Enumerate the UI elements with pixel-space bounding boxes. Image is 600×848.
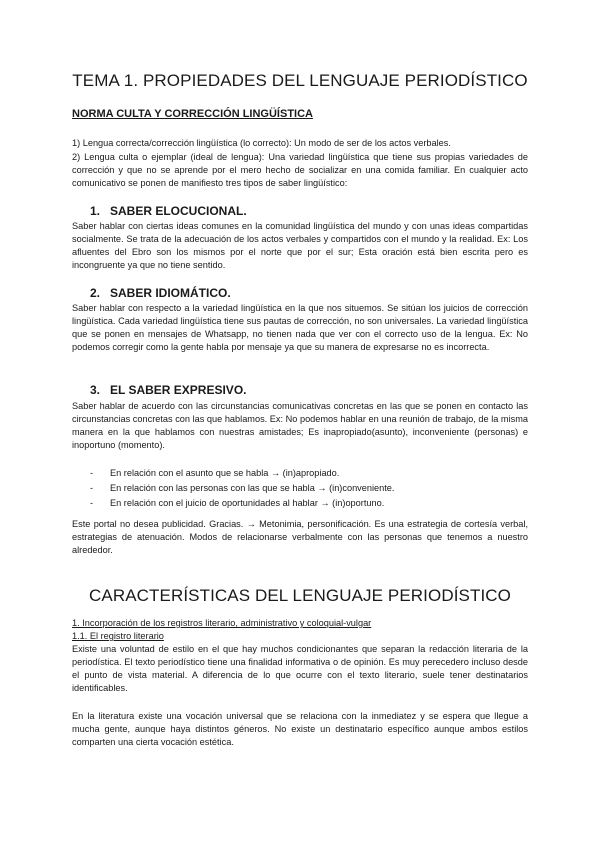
- list-item: [90, 466, 394, 481]
- bullet-marker: -: [90, 483, 94, 493]
- section-1-title: SABER ELOCUCIONAL.: [110, 204, 247, 218]
- section-3-title: EL SABER EXPRESIVO.: [110, 383, 247, 397]
- bullet-list: [90, 466, 394, 511]
- section-3-heading: [90, 383, 246, 397]
- closing-paragraph: Este portal no desea publicidad. Gracias. → Metonimia, personificación. Es una estrategia de cortesía verbal, estrategias de atenuación. Modos de relacionarse verbalmente con las personas que tenemos a nuestro alrededor.: [72, 519, 528, 555]
- section-2-number: 2.: [90, 286, 101, 300]
- subheading-registro-literario: 1.1. El registro literario: [72, 631, 164, 641]
- bullet-text: En relación con el asunto que se habla → (in)apropiado.: [110, 468, 340, 478]
- paragraph-registro-literario-2: En la literatura existe una vocación universal que se relaciona con la inmediatez y se espera que llegue a mucha gente, aunque haya distintos géneros. No existe un destinatario específico aunque ambos estilos comparten una cierta vocación estética.: [72, 711, 528, 747]
- subheading-registros: 1. Incorporación de los registros literario, administrativo y coloquial-vulgar: [72, 618, 372, 628]
- bullet-text: En relación con el juicio de oportunidades al hablar → (in)oportuno.: [110, 498, 385, 508]
- section-2-text: Saber hablar con respecto a la variedad lingüística en la que nos situemos. Se sitúan los juicios de corrección lingüística. Cada variedad lingüística tiene sus pautas de corrección, no son universales. La variedad lingüística que se ponen en mensajes de Whatsapp, no tienen nada que ver con el correcto uso de la lengua. Ex: No podemos corregir como la gente habla por mensaje ya que su manera de expresarse no es incorrecta.: [72, 303, 528, 352]
- section-2-title: SABER IDIOMÁTICO.: [110, 286, 231, 300]
- intro-paragraph-1: 1) Lengua correcta/corrección lingüística (lo correcto): Un modo de ser de los actos verbales.: [72, 138, 451, 148]
- section-1-number: 1.: [90, 204, 101, 218]
- bullet-marker: -: [90, 468, 94, 478]
- section-title-caracteristicas: CARACTERÍSTICAS DEL LENGUAJE PERIODÍSTICO: [89, 586, 511, 605]
- list-item: [90, 496, 394, 511]
- document-title: TEMA 1. PROPIEDADES DEL LENGUAJE PERIODÍSTICO: [72, 71, 528, 90]
- intro-paragraph-2: 2) Lengua culta o ejemplar (ideal de lengua): Una variedad lingüística que tiene sus propias variedades de corrección y que no se aprende por el mero hecho de socializar en una comida familiar. En cualquier acto comunicativo se ponen de manifiesto tres tipos de saber lingüístico:: [72, 152, 528, 188]
- list-item: [90, 481, 394, 496]
- section-heading-norma-culta: NORMA CULTA Y CORRECCIÓN LINGÜÍSTICA: [72, 108, 313, 120]
- bullet-marker: -: [90, 498, 94, 508]
- section-2-heading: [90, 286, 231, 300]
- section-1-heading: [90, 204, 247, 218]
- section-3-text: Saber hablar de acuerdo con las circunstancias comunicativas concretas en las que se ponen en contacto las circunstancias concretas con las que hablamos. Ex: No podemos hablar en una reunión de trabajo, de la misma manera en la que hablamos con nuestras amistades; Es inapropiado(asunto), inconveniente (personas) e inoportuno (momento).: [72, 401, 528, 450]
- paragraph-registro-literario-1: Existe una voluntad de estilo en el que hay muchos condicionantes que separan la redacción literaria de la periodística. El texto periodístico tiene una finalidad informativa o de opinión. Es muy perecedero incluso desde el punto de vista material. A diferencia de lo que ocurre con el texto literario, suele tener destinatarios identificables.: [72, 644, 528, 693]
- section-3-number: 3.: [90, 383, 101, 397]
- bullet-text: En relación con las personas con las que se habla → (in)conveniente.: [110, 483, 395, 493]
- section-1-text: Saber hablar con ciertas ideas comunes en la comunidad lingüística del mundo y con unas ideas compartidas socialmente. Se trata de la adecuación de los actos verbales y compartidos con el mundo y la realidad. Ex: Los afluentes del Ebro son los mismos por el norte que por el sur; Esta oración está bien escrita pero es incongruente ya que no tiene sentido.: [72, 221, 528, 270]
